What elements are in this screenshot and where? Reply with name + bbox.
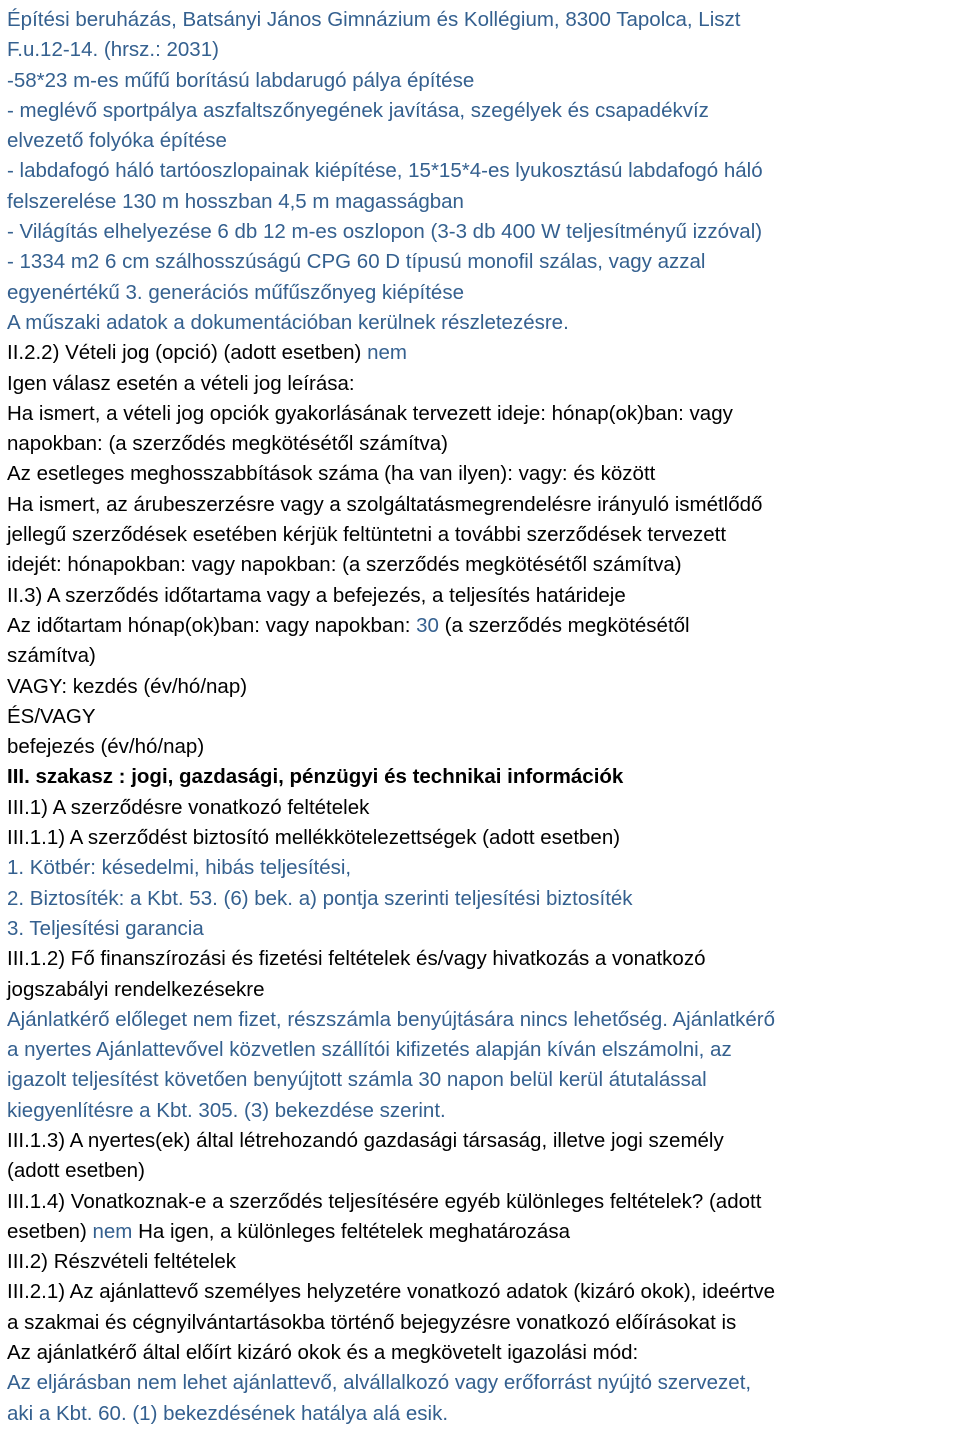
text-line: III.1) A szerződésre vonatkozó feltételek	[7, 795, 370, 819]
text-line: kiegyenlítésre a Kbt. 305. (3) bekezdése szerint.	[7, 1098, 446, 1122]
text-line: 1. Kötbér: késedelmi, hibás teljesítési,	[7, 856, 352, 880]
text-line: aki a Kbt. 60. (1) bekezdésének hatálya alá esik.	[7, 1401, 449, 1425]
text-line: napokban: (a szerződés megkötésétől számítva)	[7, 432, 448, 456]
text-segment: II.2.2) Vételi jog (opció) (adott esetben)	[7, 341, 368, 365]
text-line: VAGY: kezdés (év/hó/nap)	[7, 674, 248, 698]
text-line: a szakmai és cégnyilvántartásokba történő bejegyzésre vonatkozó előírásokat is	[7, 1310, 737, 1334]
text-line: - 1334 m2 6 cm szálhosszúságú CPG 60 D típusú monofil szálas, vagy azzal	[7, 250, 706, 274]
text-line: idejét: hónapokban: vagy napokban: (a szerződés megkötésétől számítva)	[7, 553, 682, 577]
text-line: III. szakasz : jogi, gazdasági, pénzügyi és technikai információk	[7, 765, 624, 789]
text-segment: Az időtartam hónap(ok)ban: vagy napokban:	[7, 613, 417, 637]
text-line: Ha ismert, az árubeszerzésre vagy a szolgáltatásmegrendelésre irányuló ismétlődő	[7, 492, 763, 516]
text-line: III.1.1) A szerződést biztosító mellékkötelezettségek (adott esetben)	[7, 826, 621, 850]
text-line: Ajánlatkérő előleget nem fizet, részszámla benyújtására nincs lehetőség. Ajánlatkérő	[7, 1007, 776, 1031]
highlighted-value: nem	[367, 341, 407, 365]
text-line: jellegű szerződések esetében kérjük feltüntetni a további szerződések tervezett	[7, 523, 727, 547]
text-line: III.1.4) Vonatkoznak-e a szerződés teljesítésére egyéb különleges feltételek? (adott	[7, 1189, 762, 1213]
text-line	[7, 611, 959, 641]
text-line: ÉS/VAGY	[7, 704, 96, 728]
text-line: 2. Biztosíték: a Kbt. 53. (6) bek. a) pontja szerinti teljesítési biztosíték	[7, 886, 633, 910]
text-line: igazolt teljesítést követően benyújtott számla 30 napon belül kerül átutalással	[7, 1068, 707, 1092]
text-line: 3. Teljesítési garancia	[7, 916, 204, 940]
text-line: III.2) Részvételi feltételek	[7, 1250, 237, 1274]
text-line: -58*23 m-es műfű borítású labdarugó pálya építése	[7, 68, 475, 92]
text-segment: Ha igen, a különleges feltételek meghatározása	[132, 1219, 570, 1243]
text-line: felszerelése 130 m hosszban 4,5 m magasságban	[7, 189, 464, 213]
text-line: Építési beruházás, Batsányi János Gimnázium és Kollégium, 8300 Tapolca, Liszt	[7, 8, 741, 31]
text-line: F.u.12-14. (hrsz.: 2031)	[7, 38, 219, 62]
text-line: III.1.2) Fő finanszírozási és fizetési feltételek és/vagy hivatkozás a vonatkozó	[7, 947, 706, 971]
text-line: befejezés (év/hó/nap)	[7, 735, 205, 759]
text-line: II.3) A szerződés időtartama vagy a befejezés, a teljesítés határideje	[7, 583, 626, 607]
text-line: - Világítás elhelyezése 6 db 12 m-es oszlopon (3-3 db 400 W teljesítményű izzóval)	[7, 220, 763, 244]
text-segment: esetben)	[7, 1219, 93, 1243]
text-line: III.2.1) Az ajánlattevő személyes helyzetére vonatkozó adatok (kizáró okok), ideértve	[7, 1280, 775, 1304]
text-line: Az esetleges meghosszabbítások száma (ha van ilyen): vagy: és között	[7, 462, 656, 486]
text-line: Igen válasz esetén a vételi jog leírása:	[7, 371, 355, 395]
text-line: számítva)	[7, 644, 96, 668]
text-line	[7, 338, 959, 368]
text-line: jogszabályi rendelkezésekre	[7, 977, 265, 1001]
text-line: A műszaki adatok a dokumentációban kerülnek részletezésre.	[7, 310, 569, 334]
text-line: Az eljárásban nem lehet ajánlattevő, alvállalkozó vagy erőforrást nyújtó szervezet,	[7, 1371, 752, 1395]
text-line: a nyertes Ajánlattevővel közvetlen szállítói kifizetés alapján kíván elszámolni, az	[7, 1038, 732, 1062]
text-line: elvezető folyóka építése	[7, 129, 227, 153]
document-body	[7, 5, 959, 1429]
text-line: III.1.3) A nyertes(ek) által létrehozandó gazdasági társaság, illetve jogi személy	[7, 1128, 724, 1152]
text-line: - labdafogó háló tartóoszlopainak kiépítése, 15*15*4-es lyukosztású labdafogó háló	[7, 159, 763, 183]
highlighted-value: nem	[92, 1219, 133, 1243]
text-line	[7, 1217, 959, 1247]
text-line: (adott esetben)	[7, 1159, 145, 1183]
text-line: Ha ismert, a vételi jog opciók gyakorlásának tervezett ideje: hónap(ok)ban: vagy	[7, 401, 733, 425]
text-line: egyenértékű 3. generációs műfűszőnyeg kiépítése	[7, 280, 464, 304]
highlighted-value: 30	[416, 613, 439, 637]
text-line: Az ajánlatkérő által előírt kizáró okok és a megkövetelt igazolási mód:	[7, 1341, 639, 1365]
text-line: - meglévő sportpálya aszfaltszőnyegének javítása, szegélyek és csapadékvíz	[7, 98, 709, 122]
text-segment: (a szerződés megkötésétől	[438, 613, 690, 637]
